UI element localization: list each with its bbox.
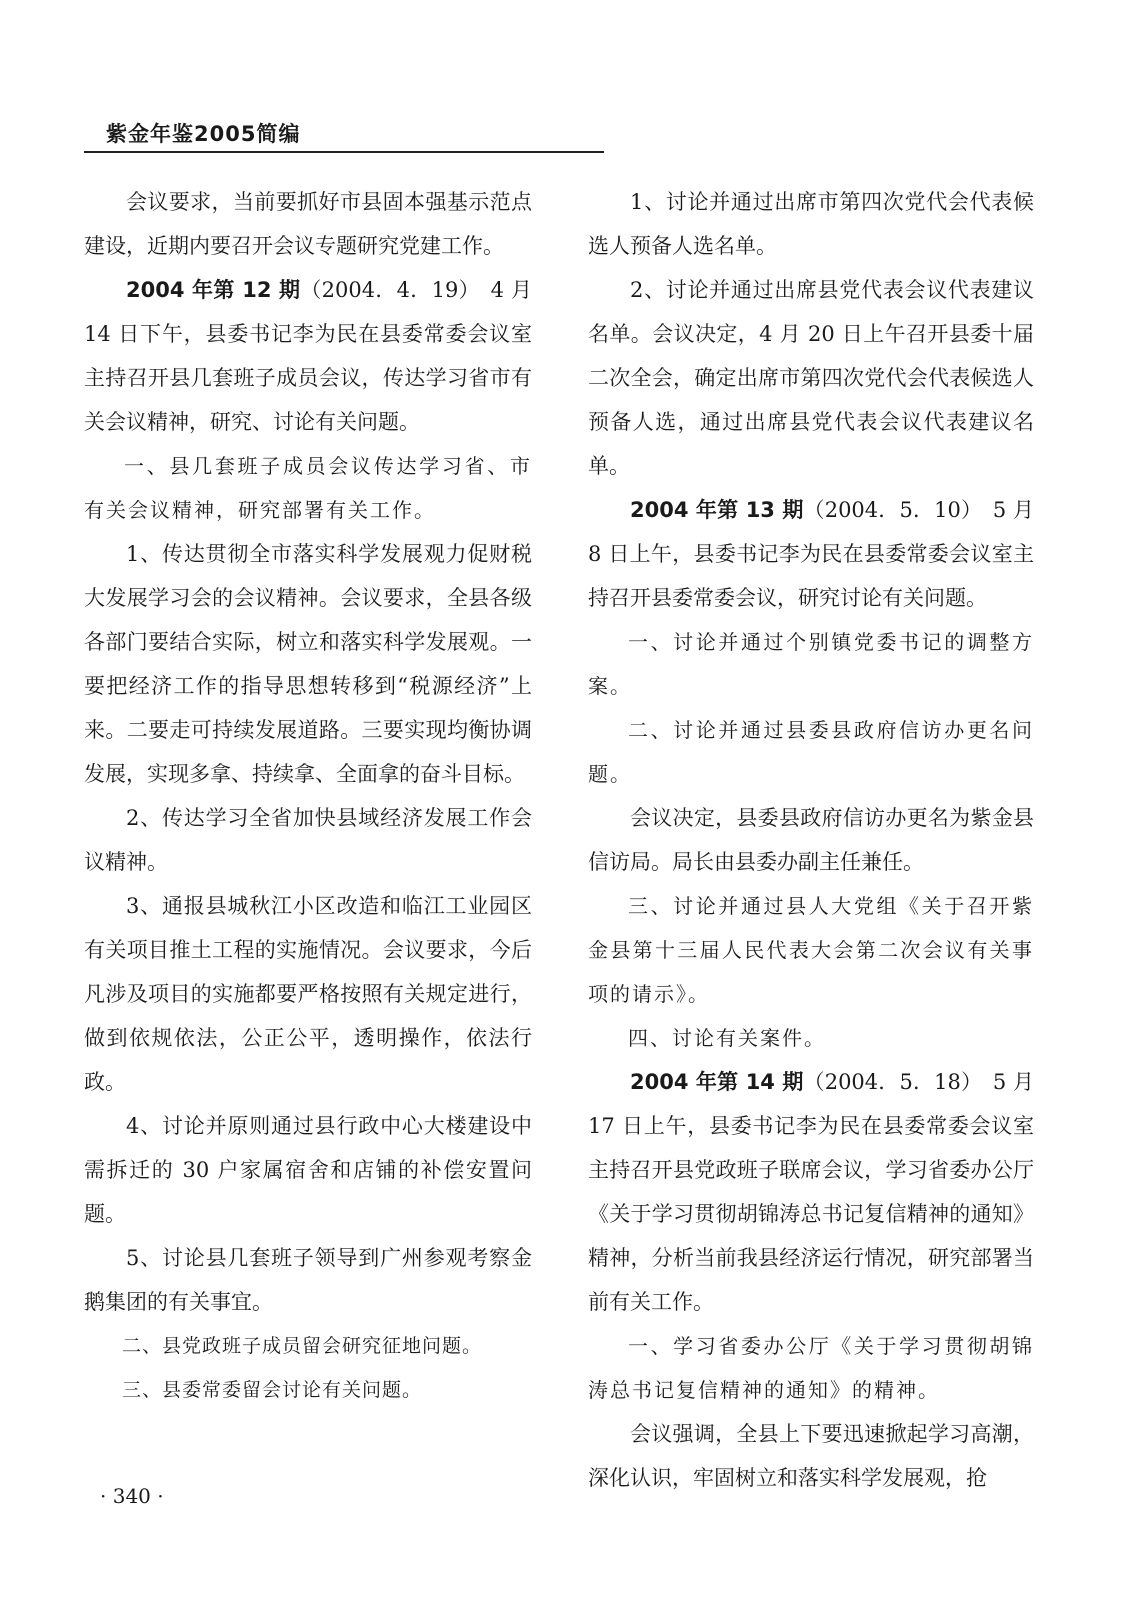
paragraph-text: 会议要求，当前要抓好市县固本强基示范点建设，近期内要召开会议专题研究党建工作。: [84, 190, 532, 258]
paragraph: [588, 884, 1034, 1016]
paragraph: [84, 1368, 532, 1412]
paragraph-text: （2004．4．19） 4 月 14 日下午，县委书记李为民在县委常委会议室主持召开县几套班子成员会议，传达学习省市有关会议精神，研究、讨论有关问题。: [84, 278, 533, 434]
paragraph-text: 2、传达学习全省加快县域经济发展工作会议精神。: [84, 806, 532, 874]
paragraph: [588, 1016, 1034, 1060]
right-column: [588, 180, 1034, 1500]
paragraph-text: 5、讨论县几套班子领导到广州参观考察金鹅集团的有关事宜。: [84, 1246, 532, 1314]
paragraph: [588, 1060, 1034, 1324]
paragraph: [588, 796, 1034, 884]
paragraph-text: 1、讨论并通过出席市第四次党代会代表候选人预备人选名单。: [588, 190, 1034, 258]
paragraph-text: 一、讨论并通过个别镇党委书记的调整方案。: [588, 630, 1034, 698]
paragraph: [588, 1324, 1034, 1412]
page-number: · 340 ·: [100, 1484, 164, 1508]
paragraph-text: （2004．5．10） 5 月 8 日上午，县委书记李为民在县委常委会议室主持召开县委常委会议，研究讨论有关问题。: [588, 498, 1035, 610]
left-column: [84, 180, 532, 1412]
paragraph-text: 二、县党政班子成员留会研究征地问题。: [122, 1335, 483, 1357]
paragraph: [84, 180, 532, 268]
paragraph-text: 一、县几套班子成员会议传达学习省、市有关会议精神，研究部署有关工作。: [84, 454, 532, 522]
paragraph: [84, 1324, 532, 1368]
paragraph: [84, 884, 532, 1104]
paragraph: [588, 708, 1034, 796]
paragraph-text: 一、学习省委办公厅《关于学习贯彻胡锦涛总书记复信精神的通知》的精神。: [588, 1334, 1034, 1402]
paragraph: [84, 444, 532, 532]
issue-heading: 2004 年第 14 期: [630, 1070, 804, 1094]
paragraph: [588, 268, 1034, 488]
paragraph-text: 3、通报县城秋江小区改造和临江工业园区有关项目推土工程的实施情况。会议要求，今后凡涉及项目的实施都要严格按照有关规定进行，做到依规依法，公正公平，透明操作，依法行政。: [84, 894, 532, 1094]
paragraph-text: 4、讨论并原则通过县行政中心大楼建设中需拆迁的 30 户家属宿舍和店铺的补偿安置问题。: [84, 1114, 532, 1226]
paragraph: [588, 620, 1034, 708]
paragraph: [84, 268, 532, 444]
paragraph: [84, 1236, 532, 1324]
paragraph-text: 1、传达贯彻全市落实科学发展观力促财税大发展学习会的会议精神。会议要求，全县各级各部门要结合实际，树立和落实科学发展观。一要把经济工作的指导思想转移到“税源经济”上来。二要走可持续发展道路。三要实现均衡协调发展，实现多拿、持续拿、全面拿的奋斗目标。: [84, 542, 532, 786]
paragraph: [84, 796, 532, 884]
paragraph: [84, 1104, 532, 1236]
running-header: 紫金年鉴2005简编: [106, 122, 301, 146]
paragraph-text: 会议强调，全县上下要迅速掀起学习高潮，深化认识，牢固树立和落实科学发展观，抢: [588, 1422, 1034, 1490]
paragraph-text: 会议决定，县委县政府信访办更名为紫金县信访局。局长由县委办副主任兼任。: [588, 806, 1034, 874]
issue-heading: 2004 年第 13 期: [630, 498, 804, 522]
paragraph-text: 四、讨论有关案件。: [628, 1026, 826, 1050]
paragraph-text: 二、讨论并通过县委县政府信访办更名问题。: [588, 718, 1034, 786]
paragraph: [84, 532, 532, 796]
paragraph: [588, 488, 1034, 620]
header-rule: [84, 151, 604, 153]
paragraph-text: 三、县委常委留会讨论有关问题。: [122, 1379, 423, 1401]
paragraph-text: 2、讨论并通过出席县党代表会议代表建议名单。会议决定，4 月 20 日上午召开县委十届二次全会，确定出席市第四次党代会代表候选人预备人选，通过出席县党代表会议代表建议名单。: [588, 278, 1034, 478]
paragraph-text: 三、讨论并通过县人大党组《关于召开紫金县第十三届人民代表大会第二次会议有关事项的请示》。: [588, 894, 1034, 1006]
paragraph: [588, 1412, 1034, 1500]
paragraph-text: （2004．5．18） 5 月 17 日上午，县委书记李为民在县委常委会议室主持召开县党政班子联席会议，学习省委办公厅《关于学习贯彻胡锦涛总书记复信精神的通知》精神，分析当前我县经济运行情况，研究部署当前有关工作。: [588, 1070, 1035, 1314]
issue-heading: 2004 年第 12 期: [126, 278, 301, 302]
paragraph: [588, 180, 1034, 268]
